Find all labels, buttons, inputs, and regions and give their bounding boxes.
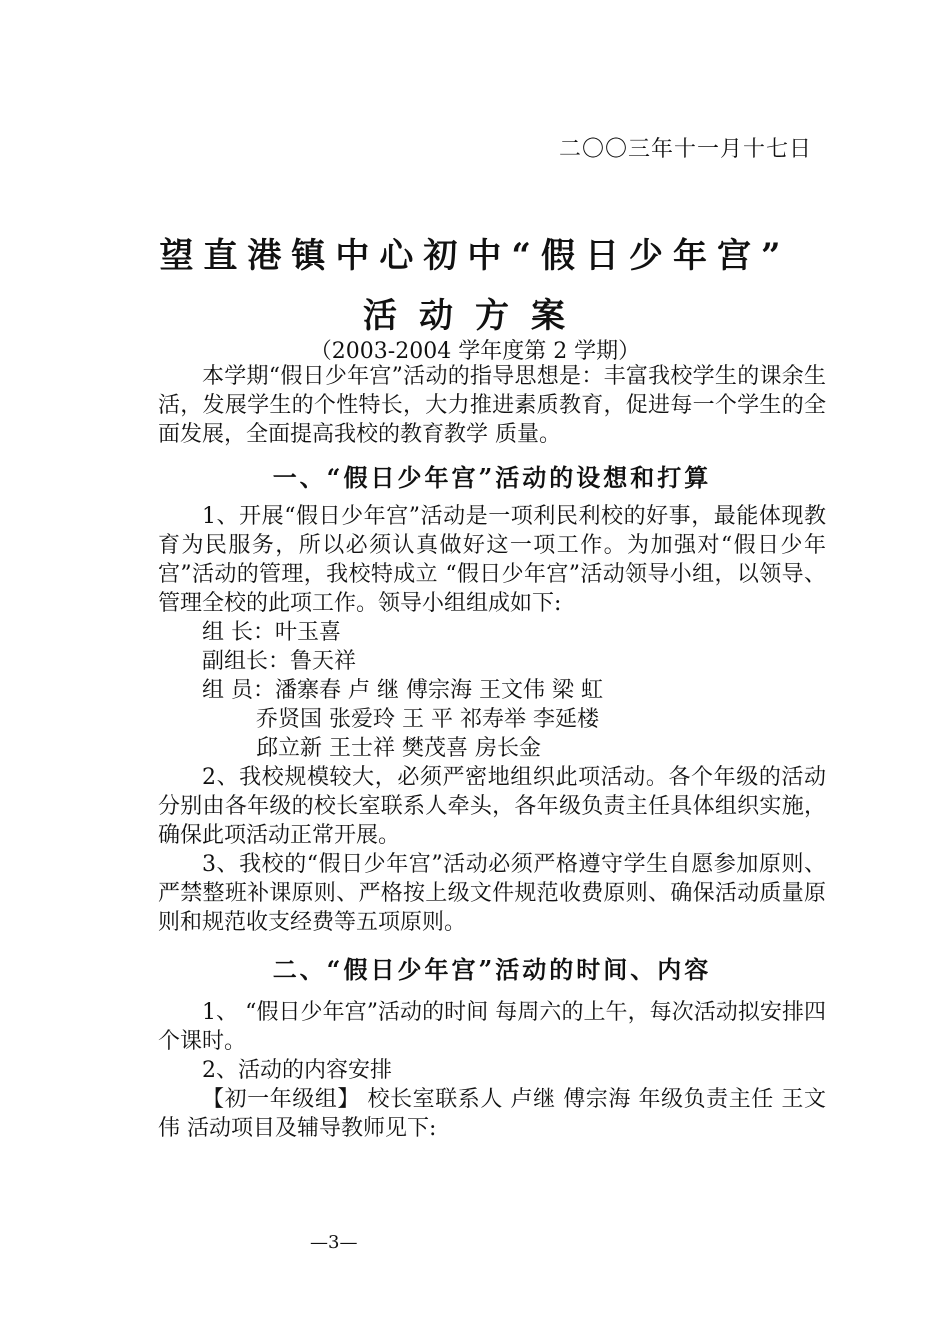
section2-paragraph1: 1、 “假日少年宫”活动的时间 每周六的上午，每次活动拟安排四个课时。 — [158, 1000, 826, 1054]
section1-paragraph2: 2、我校规模较大，必须严密地组织此项活动。各个年级的活动分别由各年级的校长室联系人牵头，各年级负责主任具体组织实施，确保此项活动正常开展。 — [158, 765, 826, 848]
group-members-line2: 乔贤国 张爱玲 王 平 祁寿举 李延楼 — [256, 707, 599, 732]
intro-paragraph: 本学期“假日少年宫”活动的指导思想是：丰富我校学生的课余生活，发展学生的个性特长，大力推进素质教育，促进每一个学生的全面发展，全面提高我校的教育教学 质量。 — [158, 364, 826, 447]
document-title-line1: 望直港镇中心初中“假日少年宫” — [159, 236, 791, 276]
document-subtitle: （2003-2004 学年度第 2 学期） — [309, 339, 641, 364]
document-date: 二〇〇三年十一月十七日 — [558, 137, 812, 162]
section2-heading: 二、“假日少年宫”活动的时间、内容 — [272, 955, 712, 984]
document-body — [158, 362, 826, 1143]
page-number: —3— — [310, 1232, 358, 1253]
group-vice-leader: 副组长：鲁天祥 — [202, 649, 357, 674]
section1-paragraph1: 1、开展“假日少年宫”活动是一项利民利校的好事，最能体现教育为民服务，所以必须认真做好这一项工作。为加强对“假日少年宫”活动的管理，我校特成立 “假日少年宫”活动领导小组，以领导、管理全校的此项工作。领导小组组成如下: — [158, 504, 826, 616]
section1-paragraph3: 3、我校的“假日少年宫”活动必须严格遵守学生自愿参加原则、严禁整班补课原则、严格按上级文件规范收费原则、确保活动质量原则和规范收支经费等五项原则。 — [158, 852, 826, 935]
section2-paragraph3: 【初一年级组】 校长室联系人 卢继 傅宗海 年级负责主任 王文伟 活动项目及辅导教师见下: — [158, 1087, 826, 1141]
document-title-line2: 活动方案 — [363, 296, 587, 336]
section1-heading: 一、“假日少年宫”活动的设想和打算 — [272, 463, 712, 492]
group-members-line1: 组 员：潘寨春 卢 继 傅宗海 王文伟 梁 虹 — [202, 678, 603, 703]
group-leader: 组 长：叶玉喜 — [202, 620, 341, 645]
section2-paragraph2: 2、活动的内容安排 — [202, 1058, 392, 1083]
group-members-line3: 邱立新 王士祥 樊茂喜 房长金 — [256, 736, 541, 761]
